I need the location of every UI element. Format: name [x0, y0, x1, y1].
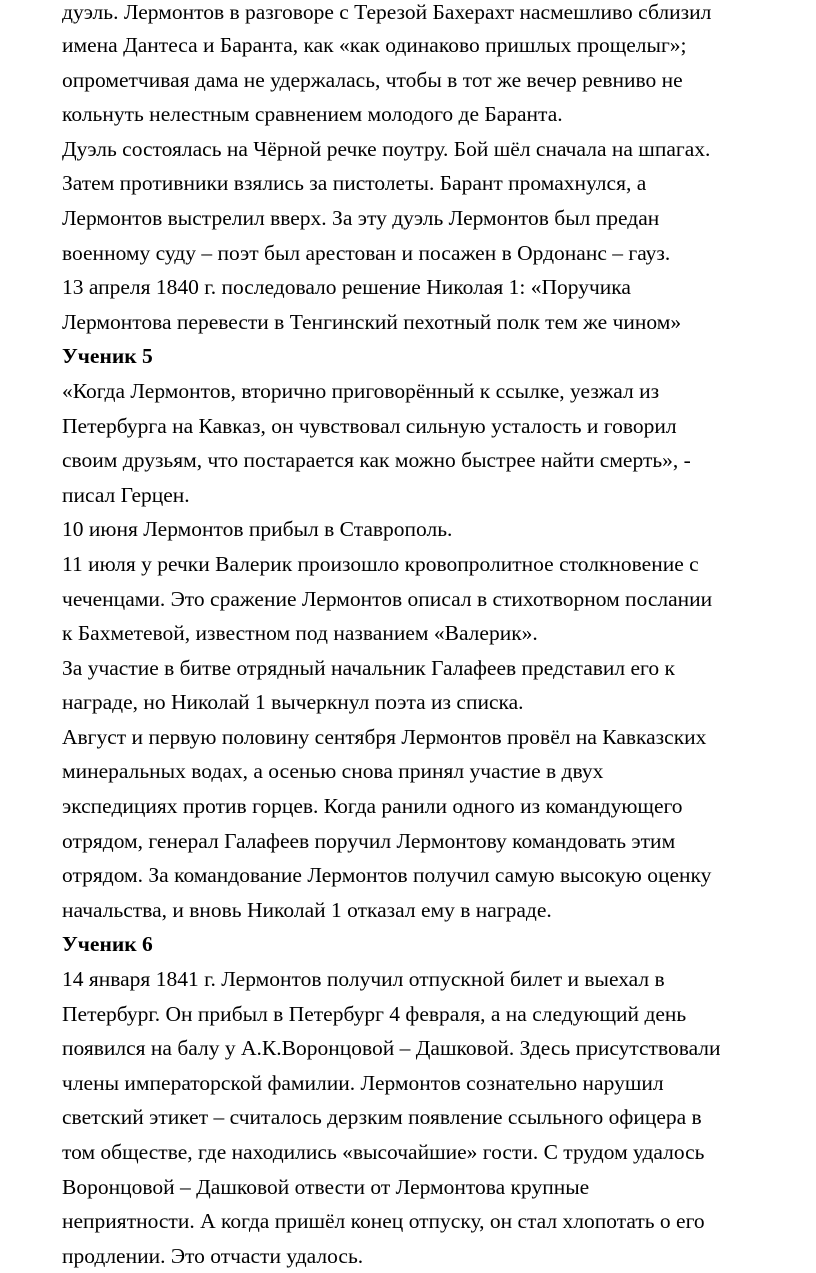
- text-line: 11 июля у речки Валерик произошло кровопролитное столкновение с: [62, 551, 699, 576]
- text-line: чеченцами. Это сражение Лермонтов описал в стихотворном послании: [62, 586, 713, 611]
- text-line: к Бахметевой, известном под названием «Валерик».: [62, 621, 538, 646]
- text-line: Воронцовой – Дашковой отвести от Лермонтова крупные: [62, 1174, 590, 1199]
- text-line: Август и первую половину сентября Лермонтов провёл на Кавказских: [62, 724, 707, 749]
- text-line: Лермонтов выстрелил вверх. За эту дуэль Лермонтов был предан: [62, 205, 660, 230]
- text-line: писал Герцен.: [62, 482, 190, 507]
- text-line: За участие в битве отрядный начальник Галафеев представил его к: [62, 655, 675, 680]
- text-line: своим друзьям, что постарается как можно быстрее найти смерть», -: [62, 448, 691, 473]
- text-line: светский этикет – считалось дерзким появление ссыльного офицера в: [62, 1105, 702, 1130]
- text-line: минеральных водах, а осенью снова принял участие в двух: [62, 759, 604, 784]
- text-line: экспедициях против горцев. Когда ранили одного из командующего: [62, 794, 683, 819]
- text-line: «Когда Лермонтов, вторично приговорённый к ссылке, уезжал из: [62, 378, 660, 403]
- text-line: начальства, и вновь Николай 1 отказал ему в награде.: [62, 897, 552, 922]
- text-line: неприятности. А когда пришёл конец отпуску, он стал хлопотать о его: [62, 1209, 705, 1234]
- text-line: члены императорской фамилии. Лермонтов сознательно нарушил: [62, 1070, 664, 1095]
- text-line: награде, но Николай 1 вычеркнул поэта из списка.: [62, 690, 524, 715]
- text-line: отрядом. За командование Лермонтов получил самую высокую оценку: [62, 863, 712, 888]
- text-line: Петербург. Он прибыл в Петербург 4 февраля, а на следующий день: [62, 1001, 687, 1026]
- text-line: опрометчивая дама не удержалась, чтобы в тот же вечер ревниво не: [62, 67, 683, 92]
- text-line: 14 января 1841 г. Лермонтов получил отпускной билет и выехал в: [62, 967, 665, 992]
- document-page: [62, 0, 816, 1273]
- text-line: том обществе, где находились «высочайшие» гости. С трудом удалось: [62, 1140, 705, 1164]
- text-line: появился на балу у А.К.Воронцовой – Дашковой. Здесь присутствовали: [62, 1036, 721, 1061]
- text-line: Затем противники взялись за пистолеты. Барант промахнулся, а: [62, 171, 647, 196]
- text-line: Петербурга на Кавказ, он чувствовал сильную усталость и говорил: [62, 413, 677, 438]
- section-heading-student-5: Ученик 5: [62, 344, 153, 369]
- text-line: продлении. Это отчасти удалось.: [62, 1243, 364, 1268]
- section-heading-student-6: Ученик 6: [62, 932, 153, 957]
- text-line: Дуэль состоялась на Чёрной речке поутру. Бой шёл сначала на шпагах.: [62, 136, 711, 161]
- text-line: имена Дантеса и Баранта, как «как одинаково пришлых прощелыг»;: [62, 33, 687, 57]
- text-line: военному суду – поэт был арестован и посажен в Ордонанс – гауз.: [62, 240, 671, 265]
- text-line: дуэль. Лермонтов в разговоре с Терезой Бахерахт насмешливо сблизил: [62, 0, 712, 24]
- text-line: отрядом, генерал Галафеев поручил Лермонтову командовать этим: [62, 828, 676, 853]
- text-line: Лермонтова перевести в Тенгинский пехотный полк тем же чином»: [62, 309, 682, 334]
- text-line: кольнуть нелестным сравнением молодого де Баранта.: [62, 102, 563, 127]
- text-line: 10 июня Лермонтов прибыл в Ставрополь.: [62, 517, 453, 542]
- text-line: 13 апреля 1840 г. последовало решение Николая 1: «Поручика: [62, 275, 631, 300]
